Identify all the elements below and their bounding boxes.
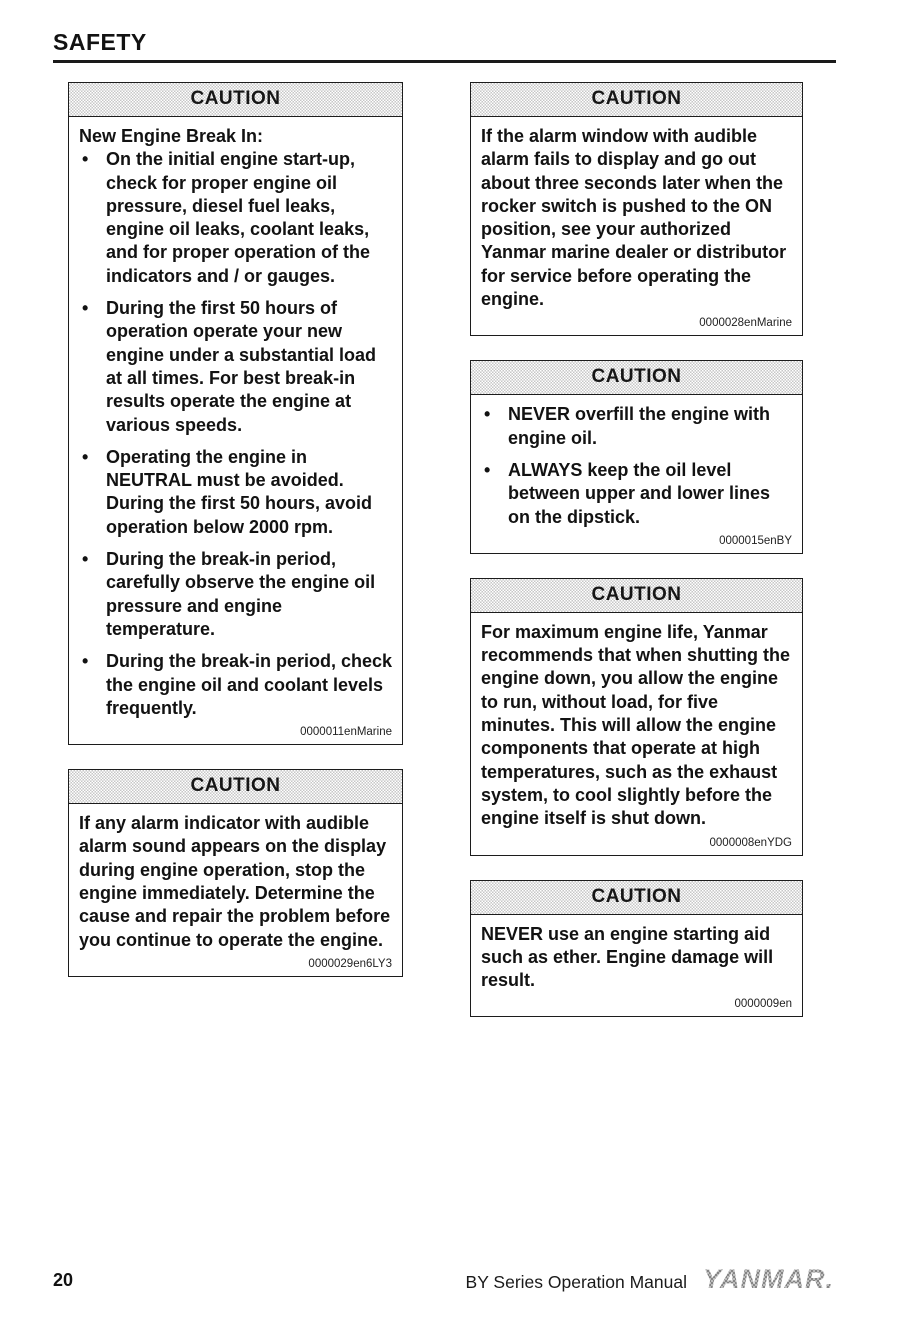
bullet-text: ALWAYS keep the oil level between upper and lower lines on the dipstick. xyxy=(508,459,771,527)
reference-code: 0000011enMarine xyxy=(300,726,392,739)
caution-title: CAUTION xyxy=(591,583,682,605)
left-column xyxy=(68,82,403,1001)
caution-paragraph: If any alarm indicator with audible alarm sound appears on the display during engine operation, stop the engine immediately. Determine the cause and repair the problem before you continue to operate the engine. xyxy=(79,813,391,950)
bullet-text: On the initial engine start-up, check for proper engine oil pressure, diesel fuel leaks, engine oil leaks, coolant leaks, and for proper operation of the indicators and / or gauges. xyxy=(106,149,370,286)
caution-body xyxy=(471,613,802,855)
list-item xyxy=(79,446,394,539)
bullet-list xyxy=(481,403,794,528)
bullet-icon: • xyxy=(82,298,89,319)
right-column xyxy=(470,82,803,1041)
caution-paragraph: For maximum engine life, Yanmar recommends that when shutting the engine down, you allow the engine to run, without load, for five minutes. This will allow the engine components that operate at high temperatures, such as the exhaust system, to cool slightly before the engine itself is shut down. xyxy=(481,621,791,829)
footer xyxy=(466,1264,834,1295)
caution-body xyxy=(471,915,802,1017)
page-title: SAFETY xyxy=(53,29,147,55)
reference-code: 0000015enBY xyxy=(719,534,792,547)
caution-header xyxy=(471,361,802,395)
caution-intro: New Engine Break In: xyxy=(79,126,264,146)
reference-code: 0000028enMarine xyxy=(699,317,792,330)
bullet-text: Operating the engine in NEUTRAL must be avoided. During the first 50 hours, avoid operation below 2000 rpm. xyxy=(106,446,373,537)
bullet-icon: • xyxy=(82,549,89,570)
reference-code: 0000008enYDG xyxy=(709,836,792,849)
bullet-icon: • xyxy=(484,459,491,480)
caution-box xyxy=(68,769,403,977)
bullet-text: During the first 50 hours of operation operate your new engine under a substantial load at all times. For best break-in results operate the engine at various speeds. xyxy=(106,298,377,435)
bullet-icon: • xyxy=(82,149,89,170)
yanmar-logo: YANMAR. xyxy=(703,1264,834,1294)
list-item xyxy=(79,548,394,641)
caution-box xyxy=(470,82,803,336)
bullet-text: NEVER overfill the engine with engine oil. xyxy=(508,404,771,448)
caution-paragraph: If the alarm window with audible alarm fails to display and go out about three seconds later when the rocker switch is pushed to the ON position, see your authorized Yanmar marine dealer or distributor for service before operating the engine. xyxy=(481,126,787,310)
bullet-text: During the break-in period, carefully observe the engine oil pressure and engine temperature. xyxy=(106,549,376,639)
caution-header xyxy=(69,770,402,804)
caution-box xyxy=(470,578,803,856)
caution-header xyxy=(471,579,802,613)
caution-box xyxy=(470,880,803,1018)
reference-code: 0000029en6LY3 xyxy=(308,957,392,970)
list-item xyxy=(481,459,794,529)
caution-header xyxy=(471,881,802,915)
bullet-icon: • xyxy=(82,446,89,467)
caution-title: CAUTION xyxy=(591,885,682,907)
caution-title: CAUTION xyxy=(190,88,281,109)
caution-body xyxy=(69,804,402,976)
caution-header xyxy=(69,83,402,117)
footer-page-number: 20 xyxy=(53,1270,74,1290)
caution-header xyxy=(471,83,802,117)
reference-code: 0000009en xyxy=(734,998,792,1011)
caution-paragraph: NEVER use an engine starting aid such as ether. Engine damage will result. xyxy=(481,923,774,991)
bullet-icon: • xyxy=(82,651,89,672)
caution-body xyxy=(69,117,402,744)
list-item xyxy=(481,403,794,450)
caution-body xyxy=(471,117,802,335)
caution-title: CAUTION xyxy=(190,775,281,797)
bullet-icon: • xyxy=(484,404,491,425)
list-item xyxy=(79,297,394,437)
caution-body xyxy=(471,395,802,552)
list-item xyxy=(79,650,394,720)
bullet-text: During the break-in period, check the engine oil and coolant levels frequently. xyxy=(106,651,393,718)
bullet-list xyxy=(79,148,394,720)
caution-title: CAUTION xyxy=(591,88,682,109)
caution-box xyxy=(68,82,403,745)
footer-manual-title: BY Series Operation Manual xyxy=(465,1272,687,1292)
list-item xyxy=(79,148,394,288)
title-rule xyxy=(53,60,836,63)
caution-box xyxy=(470,360,803,553)
caution-title: CAUTION xyxy=(591,366,682,388)
